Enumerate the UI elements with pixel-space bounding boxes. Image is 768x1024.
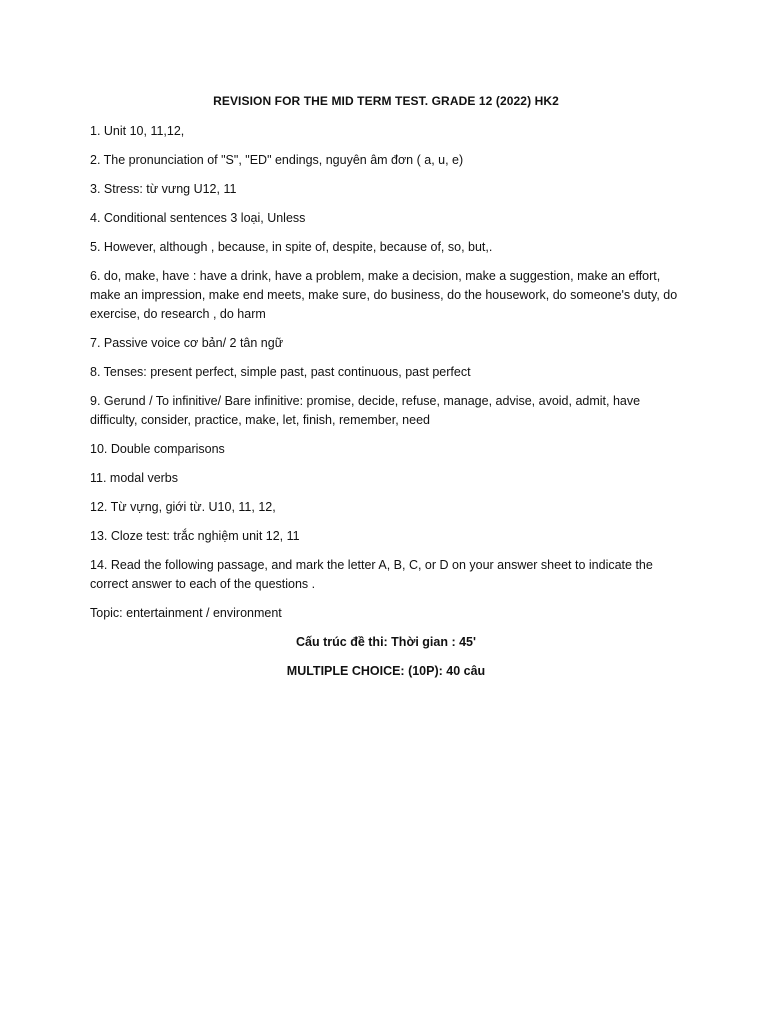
item-cloze-test: 13. Cloze test: trắc nghiệm unit 12, 11	[90, 529, 300, 543]
document-body	[90, 92, 682, 691]
item-topic: Topic: entertainment / environment	[90, 606, 282, 620]
item-do-make-have: 6. do, make, have : have a drink, have a problem, make a decision, make a suggestion, make an effort, make an impression, make end meets, make sure, do business, do the housework, do someone's duty, do exercise, do research , do harm	[90, 269, 678, 321]
item-modal-verbs: 11. modal verbs	[90, 471, 179, 485]
item-vocabulary: 12. Từ vựng, giới từ. U10, 11, 12,	[90, 500, 276, 514]
item-conjunctions: 5. However, although , because, in spite of, despite, because of, so, but,.	[90, 240, 493, 254]
structure-heading: Cấu trúc đề thi: Thời gian : 45'	[296, 635, 476, 649]
document-title: REVISION FOR THE MID TERM TEST. GRADE 12 (2022) HK2	[213, 94, 559, 108]
item-unit: 1. Unit 10, 11,12,	[90, 124, 185, 138]
item-gerund-infinitive: 9. Gerund / To infinitive/ Bare infinitive: promise, decide, refuse, manage, advise, avoid, admit, have difficulty, consider, practice, make, let, finish, remember, need	[90, 394, 641, 427]
item-passive-voice: 7. Passive voice cơ bản/ 2 tân ngữ	[90, 336, 284, 350]
item-reading-passage: 14. Read the following passage, and mark the letter A, B, C, or D on your answer sheet to indicate the correct answer to each of the questions .	[90, 558, 653, 591]
item-pronunciation: 2. The pronunciation of "S", "ED" endings, nguyên âm đơn ( a, u, e)	[90, 153, 464, 167]
item-double-comparisons: 10. Double comparisons	[90, 442, 225, 456]
item-tenses: 8. Tenses: present perfect, simple past, past continuous, past perfect	[90, 365, 471, 379]
multiple-choice-heading: MULTIPLE CHOICE: (10P): 40 câu	[286, 664, 486, 678]
item-conditional: 4. Conditional sentences 3 loại, Unless	[90, 211, 306, 225]
item-stress: 3. Stress: từ vưng U12, 11	[90, 182, 237, 196]
